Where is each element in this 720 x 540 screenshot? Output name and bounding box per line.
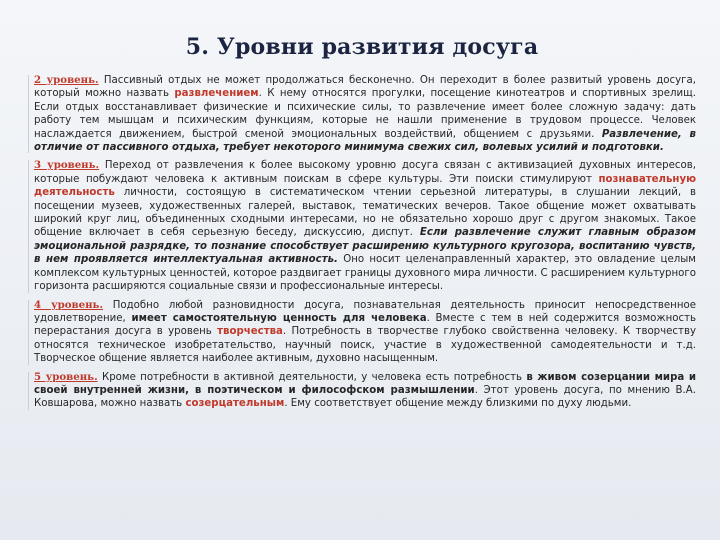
paragraph-text: Кроме потребности в активной деятельности, у человека есть потребность xyxy=(97,371,527,383)
level-heading: 2 уровень. xyxy=(34,74,99,86)
paragraph-level-4 xyxy=(28,299,696,366)
level-heading: 3 уровень. xyxy=(34,159,100,172)
paragraph-level-2 xyxy=(28,74,696,154)
level-heading: 4 уровень. xyxy=(34,298,104,311)
paragraph-text: Пассивный отдых не может продолжаться бесконечно. Он переходит в более развитый уровень досуга, который можно назвать xyxy=(34,75,696,100)
emphasis-text: в живом созерцании мира и своей внутренней жизни, в поэтическом и философском размышлении xyxy=(34,371,696,396)
page-title: 5. Уровни развития досуга xyxy=(185,34,539,60)
paragraph-text: . Вместе с тем в ней содержится возможность перерастания досуга в уровень xyxy=(34,312,697,338)
highlight-term: развлечением xyxy=(174,88,259,100)
level-heading: 5 уровень. xyxy=(34,370,98,383)
paragraph-text: . К нему относятся прогулки, посещение кинотеатров и спортивных зрелищ. Если отдых восстанавливает физические и психические силы, то развлечение имеет более сложную задачу: дать работу тем мышцам и психическим функциям, которые не нашли применение в трудовом процессе. Человек наслаждается движением, быстрой сменой эмоциональных воздействий, общением с друзьями. xyxy=(34,88,696,140)
paragraph-text: . Ему соответствует общение между близкими по духу людьми. xyxy=(284,398,632,410)
highlight-term: познавательную деятельность xyxy=(34,173,696,199)
highlight-term: творчества xyxy=(217,326,283,338)
paragraph-level-5 xyxy=(28,371,696,411)
paragraph-text: . Потребность в творчестве глубоко свойственна человеку. К творчеству относятся техническое изобретательство, научный поиск, участие в художественной самодеятельности и т.д. Творческое общение является наиболее активным, духовно насыщенным. xyxy=(34,326,696,365)
paragraph-text: Оно носит целенаправленный характер, это овладение целым комплексом культурных ценностей, которое раздвигает границы духовного мира личности. С расширением культурного горизонта расширяются социальные связи и профессиональные интересы. xyxy=(34,254,696,293)
paragraph-text: Переход от развлечения к более высокому уровню досуга связан с активизацией духовных интересов, которые побуждают человека к активным поискам в сфере культуры. Эти поиски стимулируют xyxy=(34,160,696,185)
highlight-term: созерцательным xyxy=(185,398,285,410)
paragraph-text: личности, состоящую в систематическом чтении серьезной литературы, в слушании лекций, в посещении музеев, художественных галерей, выставок, тематических вечеров. Такое общение может охватывать широкий круг лиц, объединенных сходными интересами, но не обязательно хорошо друг с другом знакомых. Такое общение включает в себя серьезную беседу, дискуссию, диспут. xyxy=(34,187,696,239)
paragraph-level-3 xyxy=(28,159,696,293)
emphasis-text: имеет самостоятельную ценность для человека xyxy=(131,312,427,324)
emphasis-text: Если развлечение служит главным образом эмоциональной разрядке, то познание способствует расширению культурного кругозора, воспитанию чувств, в нем проявляется интеллектуальная активность. xyxy=(34,227,696,266)
paragraph-text: Подобно любой разновидности досуга, познавательная деятельность приносит непосредственное удовлетворение, xyxy=(34,299,696,324)
paragraph-text: . Этот уровень досуга, по мнению В.А. Ковшарова, можно назвать xyxy=(34,384,696,410)
emphasis-text: Развлечение, в отличие от пассивного отдыха, требует некоторого минимума свежих сил, волевых усилий и подготовки. xyxy=(34,128,696,154)
